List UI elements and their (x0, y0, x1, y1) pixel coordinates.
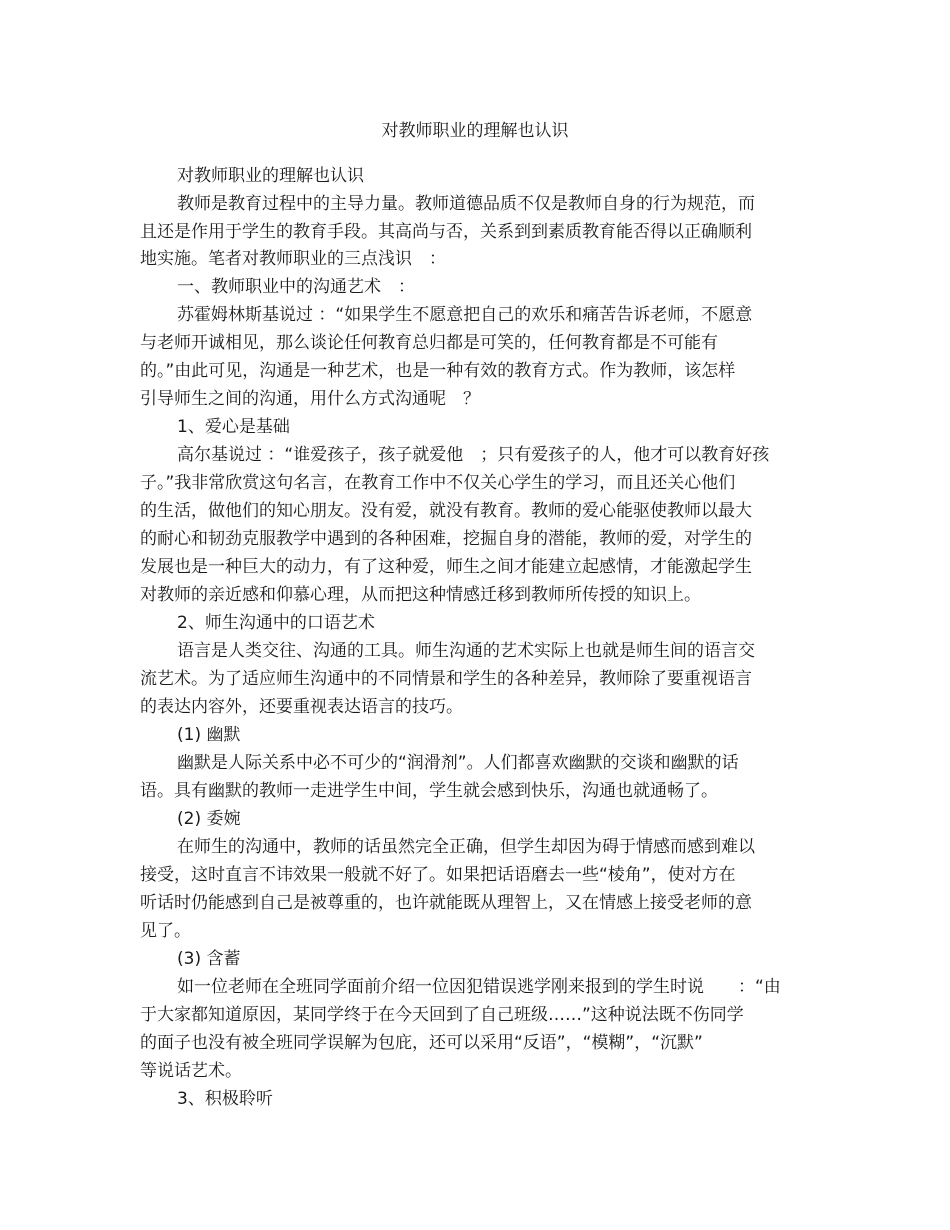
item-heading: (1) 幽默 (177, 725, 241, 745)
subsection-heading: 2、师生沟通中的口语艺术 (177, 613, 375, 633)
paragraph-line: 等说话艺术。 (140, 1061, 242, 1081)
paragraph-line: 发展也是一种巨大的动力，有了这种爱，师生之间才能建立起感情，才能激起学生 (140, 557, 752, 577)
subsection-heading: 1、爱心是基础 (177, 417, 290, 437)
paragraph-line: 与老师开诚相见，那么谈论任何教育总归都是可笑的，任何教育都是不可能有 (140, 333, 718, 353)
paragraph-line: 于大家都知道原因，某同学终于在今天回到了自己班级……”这种说法既不伤同学 (140, 1005, 744, 1025)
paragraph-line: 幽默是人际关系中必不可少的“润滑剂”。人们都喜欢幽默的交谈和幽默的话 (177, 753, 739, 773)
subtitle-line: 对教师职业的理解也认识 (177, 166, 364, 186)
paragraph-line: 高尔基说过 ：“谁爱孩子，孩子就爱他 ；只有爱孩子的人，他才可以教育好孩 (177, 445, 770, 465)
paragraph-line: 引导师生之间的沟通，用什么方式沟通呢 ？ (140, 389, 480, 409)
paragraph-line: 流艺术。为了适应师生沟通中的不同情景和学生的各种差异，教师除了要重视语言 (140, 669, 752, 689)
paragraph-line: 的耐心和韧劲克服教学中遇到的各种困难，挖掘自身的潜能，教师的爱，对学生的 (140, 529, 752, 549)
paragraph-line: 语言是人类交往、沟通的工具。师生沟通的艺术实际上也就是师生间的语言交 (177, 641, 755, 661)
paragraph-line: 子。”我非常欣赏这句名言，在教育工作中不仅关心学生的学习，而且还关心他们 (140, 473, 736, 493)
paragraph-line: 教师是教育过程中的主导力量。教师道德品质不仅是教师自身的行为规范，而 (177, 194, 755, 214)
paragraph-line: 接受，这时直言不讳效果一般就不好了。如果把话语磨去一些“棱角”，使对方在 (140, 865, 736, 885)
document-title: 对教师职业的理解也认识 (381, 121, 569, 141)
paragraph-line: 对教师的亲近感和仰慕心理，从而把这种情感迁移到教师所传授的知识上。 (140, 585, 701, 605)
paragraph-line: 见了。 (140, 921, 191, 941)
paragraph-line: 听话时仍能感到自己是被尊重的，也许就能既从理智上，又在情感上接受老师的意 (140, 893, 752, 913)
paragraph-line: 如一位老师在全班同学面前介绍一位因犯错误逃学刚来报到的学生时说 ：“由 (177, 977, 781, 997)
paragraph-line: 地实施。笔者对教师职业的三点浅识 ： (140, 249, 446, 269)
paragraph-line: 苏霍姆林斯基说过 ：“如果学生不愿意把自己的欢乐和痛苦告诉老师，不愿意 (177, 305, 753, 325)
paragraph-line: 语。具有幽默的教师一走进学生中间，学生就会感到快乐，沟通也就通畅了。 (140, 781, 718, 801)
section-heading: 一、教师职业中的沟通艺术 ： (177, 277, 415, 297)
item-heading: (3) 含蓄 (177, 949, 241, 969)
paragraph-line: 的面子也没有被全班同学误解为包庇，还可以采用“反语”，“模糊”，“沉默” (140, 1033, 703, 1053)
paragraph-line: 在师生的沟通中，教师的话虽然完全正确，但学生却因为碍于情感而感到难以 (177, 837, 755, 857)
item-heading: (2) 委婉 (177, 809, 241, 829)
paragraph-line: 且还是作用于学生的教育手段。其高尚与否，关系到到素质教育能否得以正确顺利 (140, 222, 752, 242)
paragraph-line: 的。”由此可见，沟通是一种艺术，也是一种有效的教育方式。作为教师，该怎样 (140, 361, 736, 381)
paragraph-line: 的表达内容外，还要重视表达语言的技巧。 (140, 697, 463, 717)
subsection-heading: 3、积极聆听 (177, 1089, 273, 1109)
paragraph-line: 的生活，做他们的知心朋友。没有爱，就没有教育。教师的爱心能驱使教师以最大 (140, 501, 752, 521)
